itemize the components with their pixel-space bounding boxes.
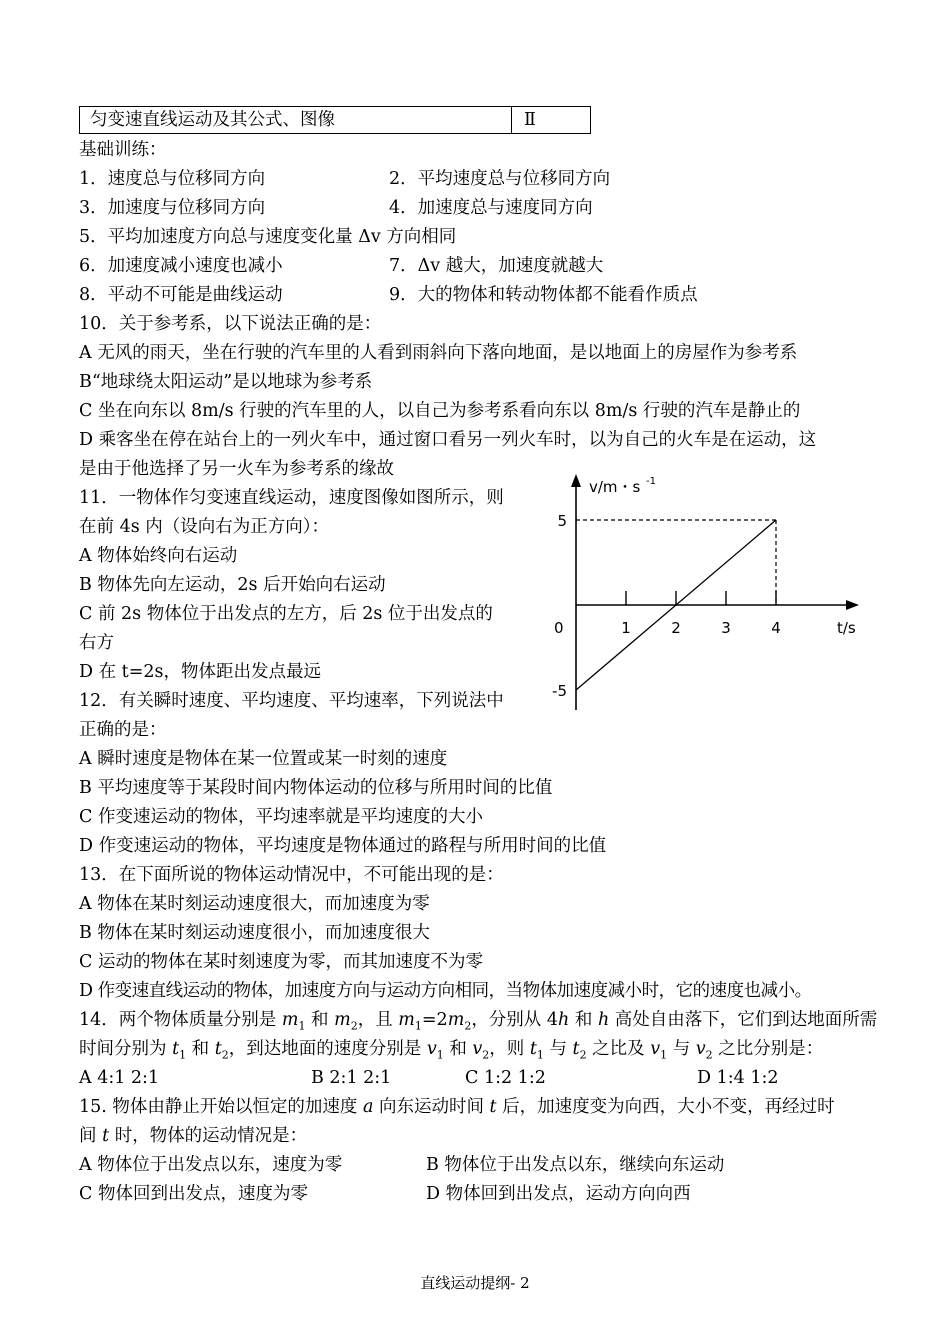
q14-stem-line1: 14．两个物体质量分别是 $m_1$ 和 $m_2$，且 $m_1=2m_2$，分别从 4h 和 h 高处自由落下，它们到达地面所需 [79, 1010, 878, 1033]
x-axis-label: t/s [837, 619, 856, 637]
q10-option-c: C 坐在向东以 8m/s 行驶的汽车里的人，以自己为参考系看向东以 8m/s 行驶的汽车是静止的 [79, 401, 801, 421]
item-4: 4．加速度总与速度同方向 [389, 198, 593, 218]
q11-option-b: B 物体先向左运动，2s 后开始向右运动 [79, 575, 386, 595]
page-footer: 直线运动提纲- 2 [420, 1274, 530, 1292]
svg-text:v/m・s: v/m・s [589, 478, 641, 496]
origin-label: 0 [554, 619, 564, 637]
q15-option-a: A 物体位于出发点以东，速度为零 [79, 1155, 343, 1175]
q11-option-a: A 物体始终向右运动 [79, 546, 238, 566]
y-axis-label [589, 476, 656, 496]
item-6: 6．加速度减小速度也减小 [79, 256, 283, 276]
q15-option-b: B 物体位于出发点以东，继续向东运动 [426, 1155, 725, 1175]
topic-cell: 匀变速直线运动及其公式、图像 [80, 107, 512, 133]
item-row-1 [79, 167, 611, 191]
header-table [79, 106, 591, 134]
q10-stem: 10．关于参考系，以下说法正确的是： [79, 314, 382, 334]
q15-option-c: C 物体回到出发点，速度为零 [79, 1184, 308, 1204]
q15-options-row2 [79, 1182, 691, 1206]
item-2: 2．平均速度总与位移同方向 [389, 169, 611, 189]
q11-option-c-line1: C 前 2s 物体位于出发点的左方，后 2s 位于出发点的 [79, 604, 493, 624]
q12-option-d: D 作变速运动的物体，平均速度是物体通过的路程与所用时间的比值 [79, 836, 607, 856]
svg-text:-1: -1 [646, 476, 656, 487]
q15-stem-line1: 15. 物体由静止开始以恒定的加速度 a 向东运动时间 t 后，加速度变为向西，大小不变，再经过时 [79, 1097, 835, 1117]
q10-option-d-line2: 是由于他选择了另一火车为参考系的缘故 [79, 459, 394, 479]
velocity-time-graph [545, 470, 875, 715]
q15-stem-line2: 间 t 时，物体的运动情况是： [79, 1126, 308, 1146]
x-tick-label-2: 2 [671, 619, 681, 637]
item-8: 8．平动不可能是曲线运动 [79, 285, 283, 305]
item-row-4 [79, 283, 698, 307]
y-tick-label-5: 5 [557, 512, 567, 530]
q14-option-d: D 1:4 1:2 [697, 1068, 779, 1088]
q13-stem: 13．在下面所说的物体运动情况中，不可能出现的是： [79, 865, 504, 885]
q14-option-c: C 1:2 1:2 [465, 1068, 546, 1088]
section-title: 基础训练： [79, 140, 167, 160]
q14-option-a: A 4:1 2:1 [79, 1068, 160, 1088]
q12-stem-line2: 正确的是： [79, 720, 167, 740]
x-tick-marks [626, 591, 776, 605]
q12-option-a: A 瞬时速度是物体在某一位置或某一时刻的速度 [79, 749, 448, 769]
q13-option-b: B 物体在某时刻运动速度很小，而加速度很大 [79, 923, 430, 943]
x-tick-label-4: 4 [771, 619, 781, 637]
q10-option-a: A 无风的雨天，坐在行驶的汽车里的人看到雨斜向下落向地面，是以地面上的房屋作为参考系 [79, 343, 798, 363]
q12-option-c: C 作变速运动的物体，平均速率就是平均速度的大小 [79, 807, 483, 827]
q11-stem-line2: 在前 4s 内（设向右为正方向）： [79, 517, 329, 537]
y-tick-label--5: -5 [552, 682, 567, 700]
item-3: 3．加速度与位移同方向 [79, 198, 266, 218]
level-cell: Ⅱ [524, 110, 536, 130]
q13-option-d: D 作变速直线运动的物体，加速度方向与运动方向相同，当物体加速度减小时，它的速度也减小。 [79, 981, 812, 1001]
q15-options-row1 [79, 1153, 725, 1177]
q10-option-b: B“地球绕太阳运动”是以地球为参考系 [79, 372, 373, 392]
q12-option-b: B 平均速度等于某段时间内物体运动的位移与所用时间的比值 [79, 778, 553, 798]
q11-stem-line1: 11．一物体作匀变速直线运动，速度图像如图所示，则 [79, 488, 504, 508]
q13-option-a: A 物体在某时刻运动速度很大，而加速度为零 [79, 894, 430, 914]
x-axis [576, 600, 859, 610]
q10-option-d-line1: D 乘客坐在停在站台上的一列火车中，通过窗口看另一列火车时，以为自己的火车是在运动，这 [79, 430, 817, 450]
x-tick-label-3: 3 [721, 619, 731, 637]
y-axis [571, 474, 581, 710]
q13-option-c: C 运动的物体在某时刻速度为零，而其加速度不为零 [79, 952, 483, 972]
q11-option-c-line2: 右方 [79, 633, 114, 653]
y-tick-labels [552, 512, 567, 700]
q14-stem-line2: 时间分别为 $t_1$ 和 $t_2$，到达地面的速度分别是 $v_1$ 和 $v_2$，则 $t_1$ 与 $t_2$ 之比及 $v_1$ 与 $v_2$ 之比分别是： [79, 1039, 824, 1062]
x-tick-label-1: 1 [621, 619, 631, 637]
q14-options [79, 1066, 859, 1090]
item-row-3 [79, 254, 604, 278]
q14-option-b: B 2:1 2:1 [311, 1068, 392, 1088]
q11-option-d: D 在 t=2s，物体距出发点最远 [79, 662, 321, 682]
item-9: 9．大的物体和转动物体都不能看作质点 [389, 285, 698, 305]
item-5: 5．平均加速度方向总与速度变化量 Δv 方向相同 [79, 227, 457, 247]
item-1: 1．速度总与位移同方向 [79, 169, 266, 189]
item-7: 7．Δv 越大，加速度就越大 [389, 256, 604, 276]
q12-stem-line1: 12．有关瞬时速度、平均速度、平均速率，下列说法中 [79, 691, 504, 711]
x-tick-labels [621, 619, 781, 637]
q15-option-d: D 物体回到出发点，运动方向向西 [426, 1184, 691, 1204]
item-row-2 [79, 196, 593, 220]
